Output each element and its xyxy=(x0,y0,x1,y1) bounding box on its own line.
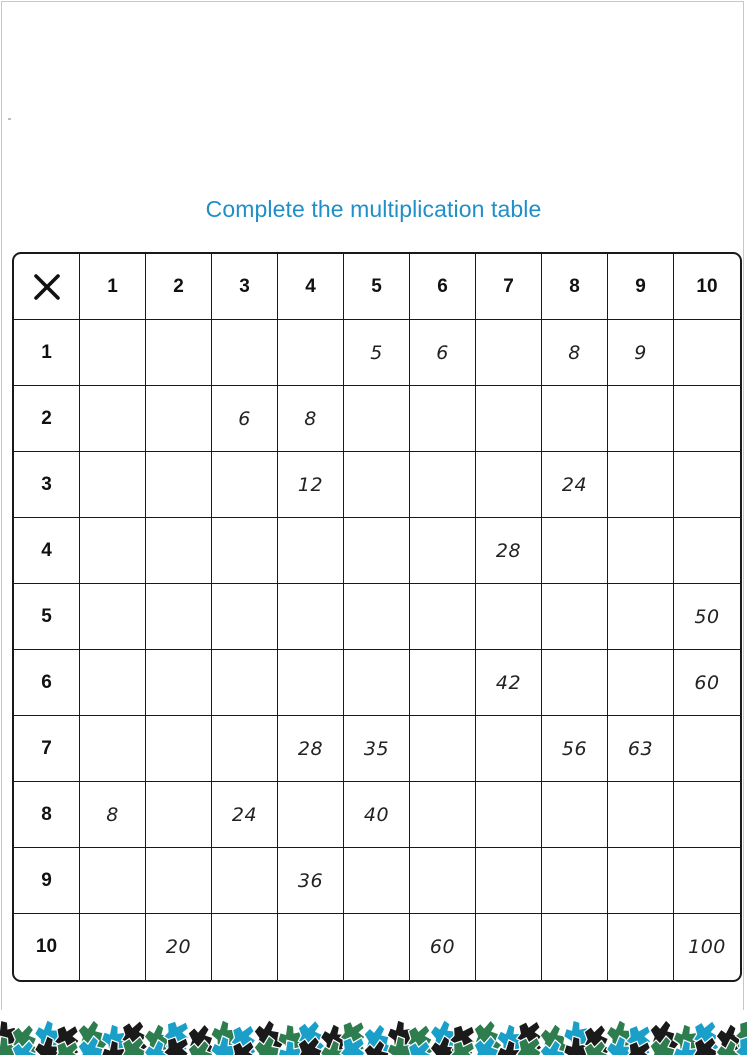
answer-cell[interactable]: 28 xyxy=(476,518,542,584)
answer-cell[interactable] xyxy=(542,782,608,848)
answer-cell[interactable] xyxy=(344,584,410,650)
answer-cell[interactable] xyxy=(80,386,146,452)
answer-cell[interactable]: 12 xyxy=(278,452,344,518)
answer-cell[interactable] xyxy=(410,452,476,518)
answer-cell[interactable] xyxy=(410,848,476,914)
answer-cell[interactable] xyxy=(80,650,146,716)
answer-cell[interactable] xyxy=(344,452,410,518)
answer-cell[interactable] xyxy=(146,716,212,782)
answer-cell[interactable] xyxy=(278,320,344,386)
answer-cell[interactable] xyxy=(608,452,674,518)
answer-cell[interactable]: 42 xyxy=(476,650,542,716)
row-header: 10 xyxy=(14,914,80,980)
answer-cell[interactable] xyxy=(80,716,146,782)
row-header: 2 xyxy=(14,386,80,452)
answer-cell[interactable]: 56 xyxy=(542,716,608,782)
answer-cell[interactable] xyxy=(674,386,740,452)
answer-cell[interactable]: 36 xyxy=(278,848,344,914)
column-header: 9 xyxy=(608,254,674,320)
answer-cell[interactable] xyxy=(212,320,278,386)
answer-cell[interactable] xyxy=(278,782,344,848)
answer-cell[interactable] xyxy=(608,914,674,980)
row-header: 8 xyxy=(14,782,80,848)
answer-cell[interactable] xyxy=(674,848,740,914)
answer-cell[interactable] xyxy=(674,452,740,518)
answer-cell[interactable] xyxy=(608,650,674,716)
answer-cell[interactable]: 8 xyxy=(542,320,608,386)
answer-cell[interactable] xyxy=(410,386,476,452)
decorative-border xyxy=(0,1010,747,1055)
answer-cell[interactable] xyxy=(146,782,212,848)
answer-cell[interactable] xyxy=(674,320,740,386)
answer-cell[interactable]: 8 xyxy=(80,782,146,848)
answer-cell[interactable] xyxy=(146,386,212,452)
answer-cell[interactable] xyxy=(344,518,410,584)
answer-cell[interactable] xyxy=(146,452,212,518)
answer-cell[interactable]: 20 xyxy=(146,914,212,980)
column-header: 6 xyxy=(410,254,476,320)
answer-cell[interactable] xyxy=(278,650,344,716)
column-header: 8 xyxy=(542,254,608,320)
answer-cell[interactable] xyxy=(410,518,476,584)
answer-cell[interactable] xyxy=(80,848,146,914)
answer-cell[interactable] xyxy=(410,584,476,650)
answer-cell[interactable] xyxy=(344,848,410,914)
answer-cell[interactable]: 60 xyxy=(674,650,740,716)
corner-cell xyxy=(14,254,80,320)
answer-cell[interactable] xyxy=(542,518,608,584)
answer-cell[interactable] xyxy=(476,452,542,518)
answer-cell[interactable] xyxy=(212,584,278,650)
answer-cell[interactable]: 28 xyxy=(278,716,344,782)
answer-cell[interactable] xyxy=(80,518,146,584)
answer-cell[interactable] xyxy=(542,584,608,650)
answer-cell[interactable]: 24 xyxy=(212,782,278,848)
answer-cell[interactable]: 50 xyxy=(674,584,740,650)
row-header: 9 xyxy=(14,848,80,914)
answer-cell[interactable] xyxy=(608,848,674,914)
answer-cell[interactable] xyxy=(608,518,674,584)
answer-cell[interactable] xyxy=(674,716,740,782)
answer-cell[interactable] xyxy=(542,650,608,716)
page-title: Complete the multiplication table xyxy=(205,196,542,222)
answer-cell[interactable]: 6 xyxy=(410,320,476,386)
answer-cell[interactable] xyxy=(674,518,740,584)
row-header: 1 xyxy=(14,320,80,386)
column-header: 2 xyxy=(146,254,212,320)
column-header: 10 xyxy=(674,254,740,320)
multiply-icon xyxy=(31,271,63,303)
column-header: 3 xyxy=(212,254,278,320)
answer-cell[interactable]: 63 xyxy=(608,716,674,782)
answer-cell[interactable] xyxy=(476,848,542,914)
answer-cell[interactable]: 6 xyxy=(212,386,278,452)
answer-cell[interactable] xyxy=(476,914,542,980)
row-header: 3 xyxy=(14,452,80,518)
answer-cell[interactable] xyxy=(410,782,476,848)
answer-cell[interactable] xyxy=(344,914,410,980)
answer-cell[interactable] xyxy=(212,518,278,584)
answer-cell[interactable] xyxy=(212,914,278,980)
answer-cell[interactable] xyxy=(80,320,146,386)
answer-cell[interactable] xyxy=(212,848,278,914)
column-header: 5 xyxy=(344,254,410,320)
answer-cell[interactable] xyxy=(476,386,542,452)
lizard-tessellation-icon xyxy=(0,1010,747,1055)
answer-cell[interactable] xyxy=(608,782,674,848)
row-header: 5 xyxy=(14,584,80,650)
answer-cell[interactable] xyxy=(80,914,146,980)
answer-cell[interactable] xyxy=(542,386,608,452)
row-header: 6 xyxy=(14,650,80,716)
answer-cell[interactable] xyxy=(542,914,608,980)
answer-cell[interactable] xyxy=(212,650,278,716)
answer-cell[interactable] xyxy=(146,518,212,584)
answer-cell[interactable] xyxy=(476,584,542,650)
answer-cell[interactable] xyxy=(146,650,212,716)
answer-cell[interactable]: 9 xyxy=(608,320,674,386)
answer-cell[interactable] xyxy=(674,782,740,848)
column-header: 7 xyxy=(476,254,542,320)
answer-cell[interactable] xyxy=(476,782,542,848)
answer-cell[interactable]: 5 xyxy=(344,320,410,386)
answer-cell[interactable]: 100 xyxy=(688,936,726,958)
column-header: 4 xyxy=(278,254,344,320)
row-header: 7 xyxy=(14,716,80,782)
answer-cell[interactable] xyxy=(146,848,212,914)
answer-cell[interactable] xyxy=(542,848,608,914)
answer-cell[interactable]: 60 xyxy=(410,914,476,980)
answer-cell[interactable] xyxy=(278,584,344,650)
answer-cell[interactable] xyxy=(278,914,344,980)
answer-cell[interactable] xyxy=(80,452,146,518)
answer-cell[interactable] xyxy=(344,650,410,716)
answer-cell[interactable]: 24 xyxy=(542,452,608,518)
answer-cell[interactable] xyxy=(476,320,542,386)
answer-cell[interactable] xyxy=(410,716,476,782)
scan-speck xyxy=(8,118,11,120)
answer-cell[interactable]: 8 xyxy=(278,386,344,452)
answer-cell[interactable] xyxy=(476,716,542,782)
column-header: 1 xyxy=(80,254,146,320)
row-header: 4 xyxy=(14,518,80,584)
answer-cell[interactable]: 40 xyxy=(344,782,410,848)
answer-cell[interactable] xyxy=(212,716,278,782)
answer-cell[interactable] xyxy=(80,584,146,650)
answer-cell[interactable] xyxy=(212,452,278,518)
multiplication-table xyxy=(12,252,742,982)
answer-cell[interactable] xyxy=(146,584,212,650)
answer-cell[interactable] xyxy=(608,386,674,452)
answer-cell[interactable] xyxy=(410,650,476,716)
answer-cell[interactable] xyxy=(608,584,674,650)
answer-cell[interactable]: 35 xyxy=(344,716,410,782)
answer-cell[interactable] xyxy=(278,518,344,584)
answer-cell[interactable] xyxy=(146,320,212,386)
answer-cell[interactable] xyxy=(344,386,410,452)
